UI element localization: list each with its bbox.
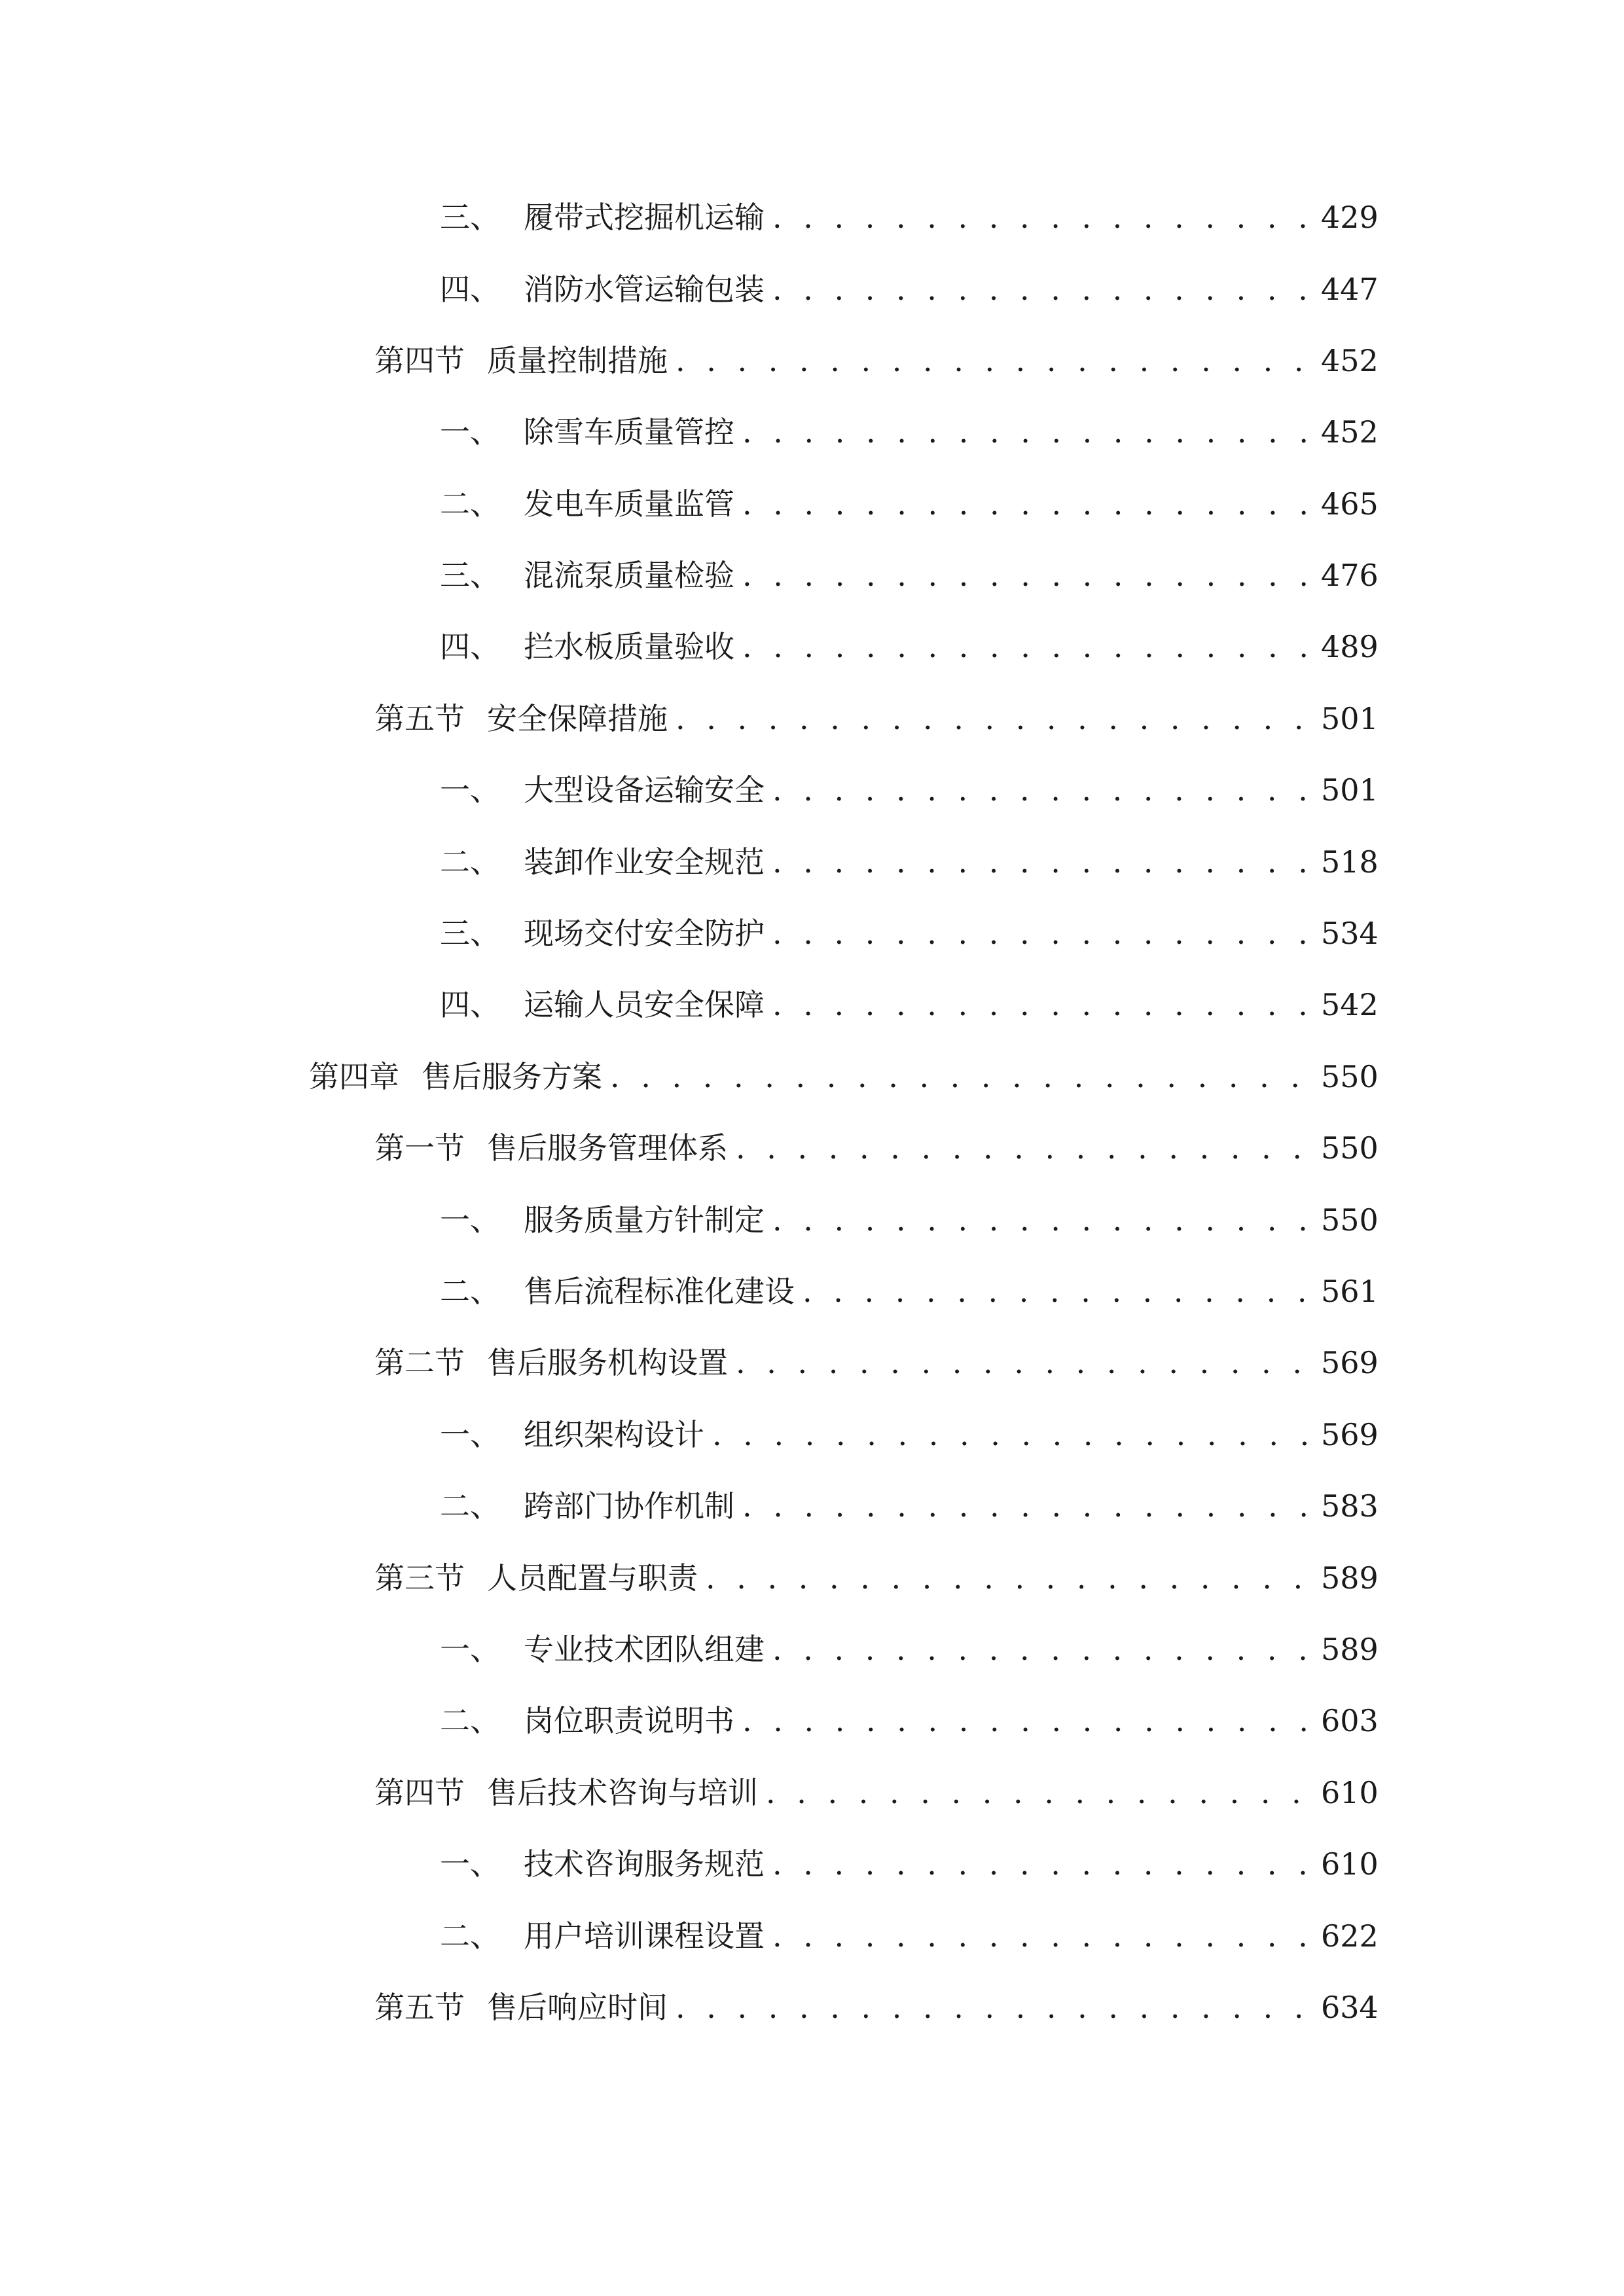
toc-entry-page: 569 xyxy=(1321,1345,1379,1380)
toc-entry-page: 518 xyxy=(1321,844,1379,880)
toc-entry[interactable] xyxy=(309,1050,1379,1103)
toc-dot-leader xyxy=(772,191,1314,243)
toc-entry[interactable] xyxy=(440,1194,1379,1246)
toc-entry[interactable] xyxy=(440,406,1379,458)
toc-entry-page: 534 xyxy=(1321,916,1379,951)
toc-entry[interactable] xyxy=(440,764,1379,816)
toc-entry-number: 二、 xyxy=(440,844,500,880)
toc-entry-title: 质量控制措施 xyxy=(487,343,668,378)
toc-dot-leader xyxy=(676,334,1314,387)
toc-entry[interactable] xyxy=(374,334,1379,387)
toc-entry[interactable] xyxy=(374,1981,1379,2034)
toc-entry-title: 发电车质量监管 xyxy=(524,486,734,522)
toc-entry-number: 一、 xyxy=(440,1846,500,1882)
toc-dot-leader xyxy=(772,1910,1314,1962)
toc-dot-leader xyxy=(772,263,1314,315)
toc-section-prefix: 第四节 xyxy=(374,1775,465,1810)
toc-entry-number: 三、 xyxy=(440,558,500,593)
toc-entry-number: 二、 xyxy=(440,1703,500,1738)
toc-dot-leader xyxy=(772,1623,1314,1676)
toc-section-prefix: 第三节 xyxy=(374,1560,465,1596)
toc-entry-title: 履带式挖掘机运输 xyxy=(524,200,765,235)
toc-dot-leader xyxy=(772,764,1314,816)
toc-entry-title: 人员配置与职责 xyxy=(487,1560,698,1596)
toc-entry-title: 技术咨询服务规范 xyxy=(524,1846,765,1882)
toc-dot-leader xyxy=(742,549,1314,601)
toc-entry-number: 二、 xyxy=(440,486,500,522)
toc-dot-leader xyxy=(742,406,1314,458)
toc-entry-page: 589 xyxy=(1321,1560,1379,1596)
toc-entry-number: 二、 xyxy=(440,1488,500,1524)
toc-entry-page: 589 xyxy=(1321,1632,1379,1667)
toc-dot-leader xyxy=(736,1336,1314,1389)
toc-entry-title: 售后流程标准化建设 xyxy=(524,1274,795,1309)
toc-dot-leader xyxy=(712,1408,1314,1461)
toc-entry[interactable] xyxy=(440,1838,1379,1890)
toc-dot-leader xyxy=(772,907,1314,960)
toc-section-prefix: 第一节 xyxy=(374,1130,465,1166)
toc-entry-page: 447 xyxy=(1321,272,1379,307)
toc-entry-page: 550 xyxy=(1321,1130,1379,1166)
toc-entry-title: 消防水管运输包装 xyxy=(524,272,765,307)
toc-entry[interactable] xyxy=(374,692,1379,745)
toc-entry-number: 一、 xyxy=(440,1202,500,1238)
toc-dot-leader xyxy=(736,1122,1314,1174)
toc-entry-page: 501 xyxy=(1321,701,1379,736)
toc-section-prefix: 第五节 xyxy=(374,1990,465,2025)
toc-entry-title: 跨部门协作机制 xyxy=(524,1488,734,1524)
toc-entry-number: 三、 xyxy=(440,200,500,235)
toc-entry-page: 569 xyxy=(1321,1417,1379,1452)
toc-dot-leader xyxy=(742,1480,1314,1532)
toc-section-prefix: 第五节 xyxy=(374,701,465,736)
toc-entry[interactable] xyxy=(440,478,1379,530)
toc-entry[interactable] xyxy=(440,1408,1379,1461)
toc-dot-leader xyxy=(772,978,1314,1031)
toc-entry-page: 501 xyxy=(1321,772,1379,808)
toc-entry-title: 售后技术咨询与培训 xyxy=(487,1775,758,1810)
toc-entry-title: 专业技术团队组建 xyxy=(524,1632,765,1667)
toc-entry-title: 服务质量方针制定 xyxy=(524,1202,765,1238)
toc-entry[interactable] xyxy=(440,978,1379,1031)
toc-entry[interactable] xyxy=(440,549,1379,601)
toc-entry-page: 550 xyxy=(1321,1059,1379,1094)
toc-entry-page: 610 xyxy=(1321,1846,1379,1882)
toc-entry-title: 现场交付安全防护 xyxy=(524,916,765,951)
toc-entry[interactable] xyxy=(440,1695,1379,1747)
toc-entry-title: 装卸作业安全规范 xyxy=(524,844,765,880)
toc-entry-page: 610 xyxy=(1321,1775,1379,1810)
toc-entry-title: 安全保障措施 xyxy=(487,701,668,736)
toc-entry[interactable] xyxy=(440,263,1379,315)
toc-entry[interactable] xyxy=(374,1767,1379,1819)
toc-entry-number: 四、 xyxy=(440,272,500,307)
toc-dot-leader xyxy=(610,1050,1314,1103)
toc-entry[interactable] xyxy=(374,1552,1379,1604)
toc-entry-page: 452 xyxy=(1321,414,1379,450)
toc-entry[interactable] xyxy=(440,620,1379,673)
toc-entry[interactable] xyxy=(440,191,1379,243)
toc-dot-leader xyxy=(742,478,1314,530)
toc-entry-number: 二、 xyxy=(440,1918,500,1954)
toc-dot-leader xyxy=(742,620,1314,673)
toc-entry[interactable] xyxy=(440,1265,1379,1318)
toc-section-prefix: 第二节 xyxy=(374,1345,465,1380)
toc-chapter-prefix: 第四章 xyxy=(309,1059,399,1094)
toc-dot-leader xyxy=(803,1265,1314,1318)
toc-dot-leader xyxy=(772,836,1314,888)
toc-entry-title: 售后响应时间 xyxy=(487,1990,668,2025)
toc-entry-number: 三、 xyxy=(440,916,500,951)
toc-entry[interactable] xyxy=(440,1623,1379,1676)
toc-entry-page: 634 xyxy=(1321,1990,1379,2025)
toc-entry-title: 大型设备运输安全 xyxy=(524,772,765,808)
toc-dot-leader xyxy=(742,1695,1314,1747)
toc-entry-number: 一、 xyxy=(440,1417,500,1452)
toc-entry-title: 售后服务机构设置 xyxy=(487,1345,728,1380)
toc-entry-page: 622 xyxy=(1321,1918,1379,1954)
toc-entry[interactable] xyxy=(440,836,1379,888)
toc-dot-leader xyxy=(676,692,1314,745)
toc-entry-page: 583 xyxy=(1321,1488,1379,1524)
toc-entry-number: 一、 xyxy=(440,1632,500,1667)
toc-dot-leader xyxy=(676,1981,1314,2034)
toc-entry-page: 489 xyxy=(1321,629,1379,664)
toc-dot-leader xyxy=(772,1838,1314,1890)
toc-entry-page: 429 xyxy=(1321,200,1379,235)
toc-entry-page: 603 xyxy=(1321,1703,1379,1738)
toc-entry[interactable] xyxy=(374,1336,1379,1389)
toc-entry-title: 售后服务管理体系 xyxy=(487,1130,728,1166)
toc-entry-page: 561 xyxy=(1321,1274,1379,1309)
toc-entry[interactable] xyxy=(440,1910,1379,1962)
toc-entry-page: 476 xyxy=(1321,558,1379,593)
toc-entry-page: 550 xyxy=(1321,1202,1379,1238)
toc-entry-title: 用户培训课程设置 xyxy=(524,1918,765,1954)
toc-entry[interactable] xyxy=(440,1480,1379,1532)
toc-entry-number: 一、 xyxy=(440,772,500,808)
toc-entry-page: 452 xyxy=(1321,343,1379,378)
toc-entry-number: 一、 xyxy=(440,414,500,450)
toc-dot-leader xyxy=(766,1767,1314,1819)
toc-section-prefix: 第四节 xyxy=(374,343,465,378)
toc-dot-leader xyxy=(706,1552,1314,1604)
toc-entry[interactable] xyxy=(440,907,1379,960)
toc-entry-title: 除雪车质量管控 xyxy=(524,414,734,450)
toc-entry-title: 售后服务方案 xyxy=(422,1059,602,1094)
toc-entry-title: 组织架构设计 xyxy=(524,1417,704,1452)
toc-entry-title: 运输人员安全保障 xyxy=(524,987,765,1022)
toc-entry-number: 四、 xyxy=(440,987,500,1022)
toc-entry-title: 混流泵质量检验 xyxy=(524,558,734,593)
toc-entry-number: 二、 xyxy=(440,1274,500,1309)
toc-entry-page: 542 xyxy=(1321,987,1379,1022)
toc-entry-number: 四、 xyxy=(440,629,500,664)
toc-dot-leader xyxy=(772,1194,1314,1246)
toc-entry-title: 岗位职责说明书 xyxy=(524,1703,734,1738)
toc-entry-title: 拦水板质量验收 xyxy=(524,629,734,664)
toc-entry[interactable] xyxy=(374,1122,1379,1174)
toc-entry-page: 465 xyxy=(1321,486,1379,522)
